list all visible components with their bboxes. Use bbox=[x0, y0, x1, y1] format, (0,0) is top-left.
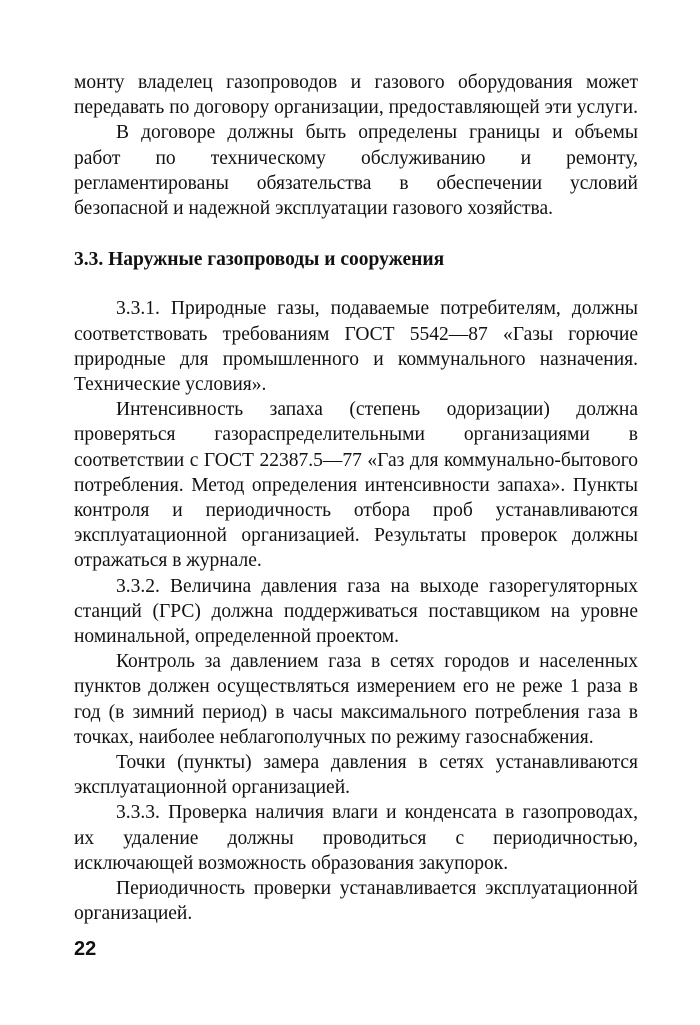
paragraph-measurement-points: Точки (пункты) замера давления в сетях устанавливаются эксплуатационной организацией. bbox=[74, 752, 638, 799]
section-heading: 3.3. Наружные газопроводы и сооружения bbox=[74, 249, 445, 271]
paragraph-3-3-3: 3.3.3. Проверка наличия влаги и конденсата в газопроводах, их удаление должны проводиться с периодичностью, исключающей возможность образования закупорок. bbox=[74, 802, 638, 874]
paragraph-contract: В договоре должны быть определены границы и объемы работ по техническому обслуживанию и ремонту, регламентированы обязательства в обеспечении условий безопасной и надежной эксплуатации газового хозяйства. bbox=[74, 122, 638, 220]
paragraph-odor-intensity: Интенсивность запаха (степень одоризации) должна проверяться газораспределительными организациями в соответствии с ГОСТ 22387.5—77 «Газ для коммунально-бытового потребления. Метод определения интенсивности запаха». Пункты контроля и периодичность отбора проб устанавливаются эксплуатационной организацией. Результаты проверок должны отражаться в журнале. bbox=[74, 399, 638, 572]
document-page bbox=[74, 70, 638, 927]
paragraph-continuation: монту владелец газопроводов и газового оборудования может передавать по договору организации, предоставляющей эти услуги. bbox=[74, 72, 638, 119]
paragraph-pressure-control: Контроль за давлением газа в сетях городов и населенных пунктов должен осуществляться измерением его не реже 1 раза в год (в зимний период) в часы максимального потребления газа в точках, наиболее неблагополучных по режиму газоснабжения. bbox=[74, 651, 638, 748]
paragraph-check-periodicity: Периодичность проверки устанавливается эксплуатационной организацией. bbox=[74, 878, 638, 925]
page-number: 22 bbox=[74, 938, 97, 960]
paragraph-3-3-2: 3.3.2. Величина давления газа на выходе газорегуляторных станций (ГРС) должна поддерживаться поставщиком на уровне номинальной, определенной проектом. bbox=[74, 575, 638, 648]
paragraph-3-3-1: 3.3.1. Природные газы, подаваемые потребителям, должны соответствовать требованиям ГОСТ 5542—87 «Газы горючие природные для промышленного и коммунального назначения. Технические условия». bbox=[74, 298, 638, 396]
